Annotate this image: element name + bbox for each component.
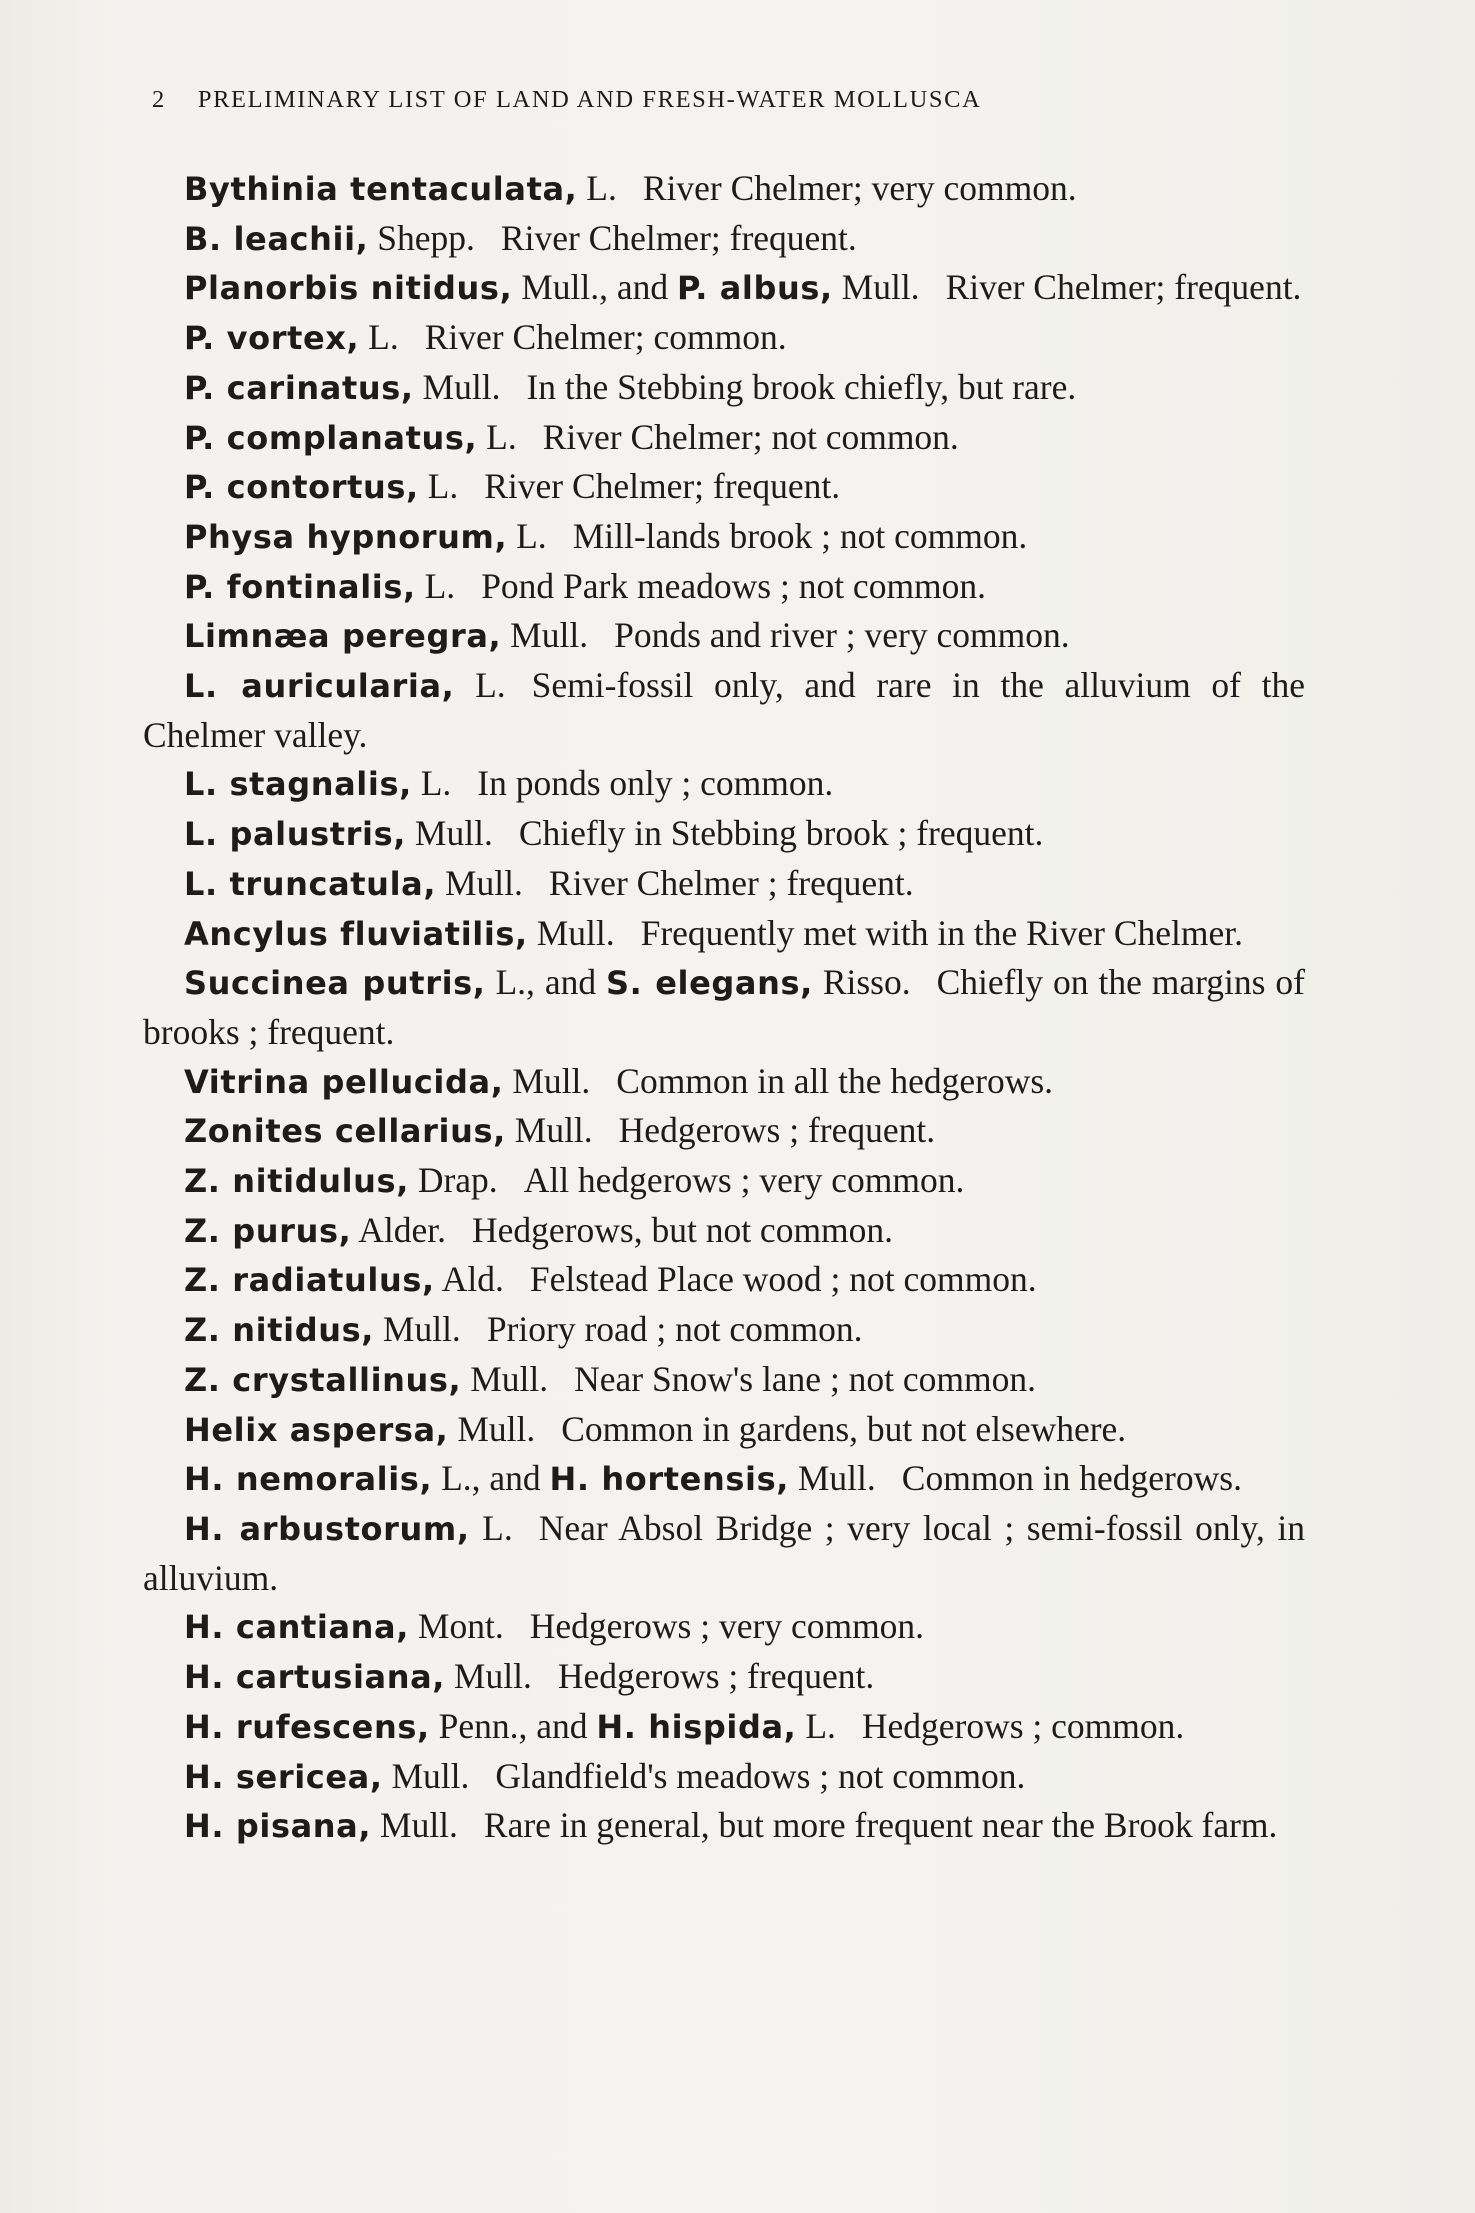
species-name: Helix aspersa, <box>184 1410 449 1449</box>
species-name: Planorbis nitidus, <box>184 269 513 308</box>
species-entry <box>143 363 1305 413</box>
species-note: Semi-fossil only, and rare in the alluvium of the Chelmer valley. <box>143 665 1305 755</box>
species-name: P. contortus, <box>184 468 419 507</box>
species-entry <box>143 1106 1305 1156</box>
running-title: PRELIMINARY LIST OF LAND AND FRESH-WATER MOLLUSCA <box>197 86 982 113</box>
species-authority: L. <box>577 168 617 208</box>
species-note: Rare in general, but more frequent near the Brook farm. <box>483 1805 1278 1846</box>
species-authority: L. <box>507 515 547 556</box>
species-note: Common in hedgerows. <box>901 1458 1242 1499</box>
species-list <box>143 164 1305 1851</box>
species-name: P. albus, <box>677 269 833 308</box>
species-name: H. cartusiana, <box>184 1658 446 1697</box>
species-entry <box>143 958 1305 1056</box>
species-name: H. pisana, <box>184 1807 372 1846</box>
species-name: Z. purus, <box>184 1211 352 1250</box>
species-authority: Alder. <box>351 1209 447 1250</box>
species-name: Z. nitidulus, <box>184 1162 409 1201</box>
species-entry <box>143 1355 1305 1405</box>
species-note: Near Snow's lane ; not common. <box>574 1358 1037 1399</box>
species-authority: L. <box>796 1705 836 1746</box>
species-name: Z. nitidus, <box>184 1311 375 1350</box>
species-note: Pond Park meadows ; not common. <box>481 565 987 606</box>
species-note: Near Absol Bridge ; very local ; semi-fossil only, in alluvium. <box>143 1507 1305 1598</box>
page-number: 2 <box>152 86 166 113</box>
species-authority: L., and <box>432 1458 550 1499</box>
species-entry <box>143 413 1305 463</box>
species-entry <box>143 661 1305 759</box>
species-entry <box>143 1602 1305 1652</box>
species-authority: Risso. <box>812 962 911 1003</box>
species-entry <box>143 1504 1305 1602</box>
species-entry <box>143 313 1305 363</box>
species-note: All hedgerows ; very common. <box>523 1160 965 1201</box>
species-entry <box>143 809 1305 859</box>
species-note: Hedgerows ; frequent. <box>557 1656 875 1697</box>
species-entry <box>143 1305 1305 1355</box>
species-entry <box>143 164 1305 214</box>
species-authority: Shepp. <box>368 217 475 258</box>
species-authority: Penn., and <box>429 1705 597 1746</box>
species-note: Chiefly in Stebbing brook ; frequent. <box>518 813 1044 854</box>
species-entry <box>143 1206 1305 1256</box>
species-note: River Chelmer; common. <box>424 317 787 358</box>
species-entry <box>143 512 1305 562</box>
species-authority: Mull. <box>371 1805 458 1846</box>
species-name: P. complanatus, <box>184 418 478 457</box>
species-entry <box>143 263 1305 313</box>
species-name: H. cantiana, <box>184 1608 410 1647</box>
species-name: B. leachii, <box>184 219 369 258</box>
species-name: L. truncatula, <box>184 864 437 903</box>
species-authority: L. <box>469 1507 513 1548</box>
species-authority: Mull. <box>505 1110 593 1151</box>
species-note: Hedgerows ; frequent. <box>618 1110 936 1151</box>
species-authority: Ald. <box>434 1259 504 1300</box>
species-name: Z. radiatulus, <box>184 1261 435 1300</box>
species-name: H. rufescens, <box>184 1707 430 1746</box>
species-name: L. auricularia, <box>184 667 455 706</box>
species-authority: Mull. <box>382 1755 470 1796</box>
species-entry <box>143 1702 1305 1752</box>
species-name: Z. crystallinus, <box>184 1360 462 1399</box>
species-entry <box>143 1652 1305 1702</box>
species-note: In ponds only ; common. <box>477 763 834 804</box>
species-entry <box>143 909 1305 959</box>
species-authority: L., and <box>485 962 607 1003</box>
species-name: S. elegans, <box>606 964 813 1003</box>
species-name: Ancylus fluviatilis, <box>184 914 528 953</box>
species-authority: L. <box>454 665 506 706</box>
species-entry <box>143 1454 1305 1504</box>
species-name: H. hortensis, <box>549 1460 789 1499</box>
species-name: Vitrina pellucida, <box>184 1062 504 1101</box>
species-name: Zonites cellarius, <box>184 1112 506 1151</box>
species-note: Glandfield's meadows ; not common. <box>495 1755 1026 1796</box>
species-authority: Mull. <box>413 366 501 407</box>
species-note: River Chelmer; frequent. <box>484 466 841 507</box>
species-authority: Mull. <box>501 615 589 656</box>
species-authority: Mull. <box>461 1358 549 1399</box>
species-authority: Mull. <box>445 1656 532 1697</box>
species-authority: Mull. <box>788 1458 876 1499</box>
species-note: Hedgerows ; common. <box>861 1705 1185 1746</box>
species-authority: Mull. <box>448 1408 536 1449</box>
species-entry <box>143 611 1305 661</box>
species-authority: Mull., and <box>512 267 678 308</box>
species-entry <box>143 1255 1305 1305</box>
species-entry <box>143 1405 1305 1455</box>
species-note: Common in all the hedgerows. <box>616 1060 1054 1101</box>
species-name: H. arbustorum, <box>184 1509 470 1548</box>
species-authority: L. <box>415 565 456 606</box>
species-note: Frequently met with in the River Chelmer. <box>640 912 1244 953</box>
species-entry <box>143 214 1305 264</box>
species-authority: Mull. <box>436 862 523 903</box>
species-note: Priory road ; not common. <box>486 1309 863 1350</box>
species-note: Chiefly on the margins of brooks ; frequent. <box>143 962 1305 1052</box>
species-note: Mill-lands brook ; not common. <box>572 515 1028 556</box>
species-name: H. sericea, <box>184 1757 383 1796</box>
species-entry <box>143 462 1305 512</box>
species-authority: Mull. <box>406 813 493 854</box>
species-name: L. stagnalis, <box>184 765 412 804</box>
species-authority: Drap. <box>408 1160 498 1201</box>
species-authority: Mont. <box>409 1606 504 1647</box>
species-note: Common in gardens, but not elsewhere. <box>561 1408 1127 1449</box>
species-entry <box>143 1752 1305 1802</box>
species-authority: L. <box>359 317 399 358</box>
species-name: H. nemoralis, <box>184 1460 433 1499</box>
species-note: Felstead Place wood ; not common. <box>529 1259 1037 1300</box>
species-authority: L. <box>411 763 452 804</box>
species-authority: Mull. <box>503 1060 591 1101</box>
species-authority: Mull. <box>832 267 920 308</box>
species-note: River Chelmer; frequent. <box>945 267 1302 308</box>
species-note: Hedgerows ; very common. <box>529 1606 925 1647</box>
species-name: P. carinatus, <box>184 368 414 407</box>
species-name: L. palustris, <box>184 815 407 854</box>
species-name: P. vortex, <box>184 319 360 358</box>
species-authority: Mull. <box>527 912 615 953</box>
species-entry <box>143 859 1305 909</box>
species-note: In the Stebbing brook chiefly, but rare. <box>526 366 1077 407</box>
species-entry <box>143 1801 1305 1851</box>
species-note: River Chelmer ; frequent. <box>548 862 914 903</box>
running-head <box>152 86 1232 114</box>
species-entry <box>143 759 1305 809</box>
species-name: Succinea putris, <box>184 964 486 1003</box>
species-name: Physa hypnorum, <box>184 517 508 556</box>
species-name: Bythinia tentaculata, <box>184 170 578 208</box>
species-authority: L. <box>477 416 517 457</box>
species-entry <box>143 562 1305 612</box>
species-entry <box>143 1156 1305 1206</box>
species-note: River Chelmer; not common. <box>542 416 959 457</box>
species-note: River Chelmer; very common. <box>642 168 1077 208</box>
species-note: Hedgerows, but not common. <box>472 1209 894 1250</box>
species-name: H. hispida, <box>596 1707 797 1746</box>
species-note: River Chelmer; frequent. <box>500 217 857 258</box>
species-name: P. fontinalis, <box>184 567 416 606</box>
species-authority: L. <box>418 466 459 507</box>
species-authority: Mull. <box>374 1309 461 1350</box>
species-name: Limnæa peregra, <box>184 617 502 656</box>
species-note: Ponds and river ; very common. <box>614 615 1070 656</box>
species-entry <box>143 1057 1305 1107</box>
